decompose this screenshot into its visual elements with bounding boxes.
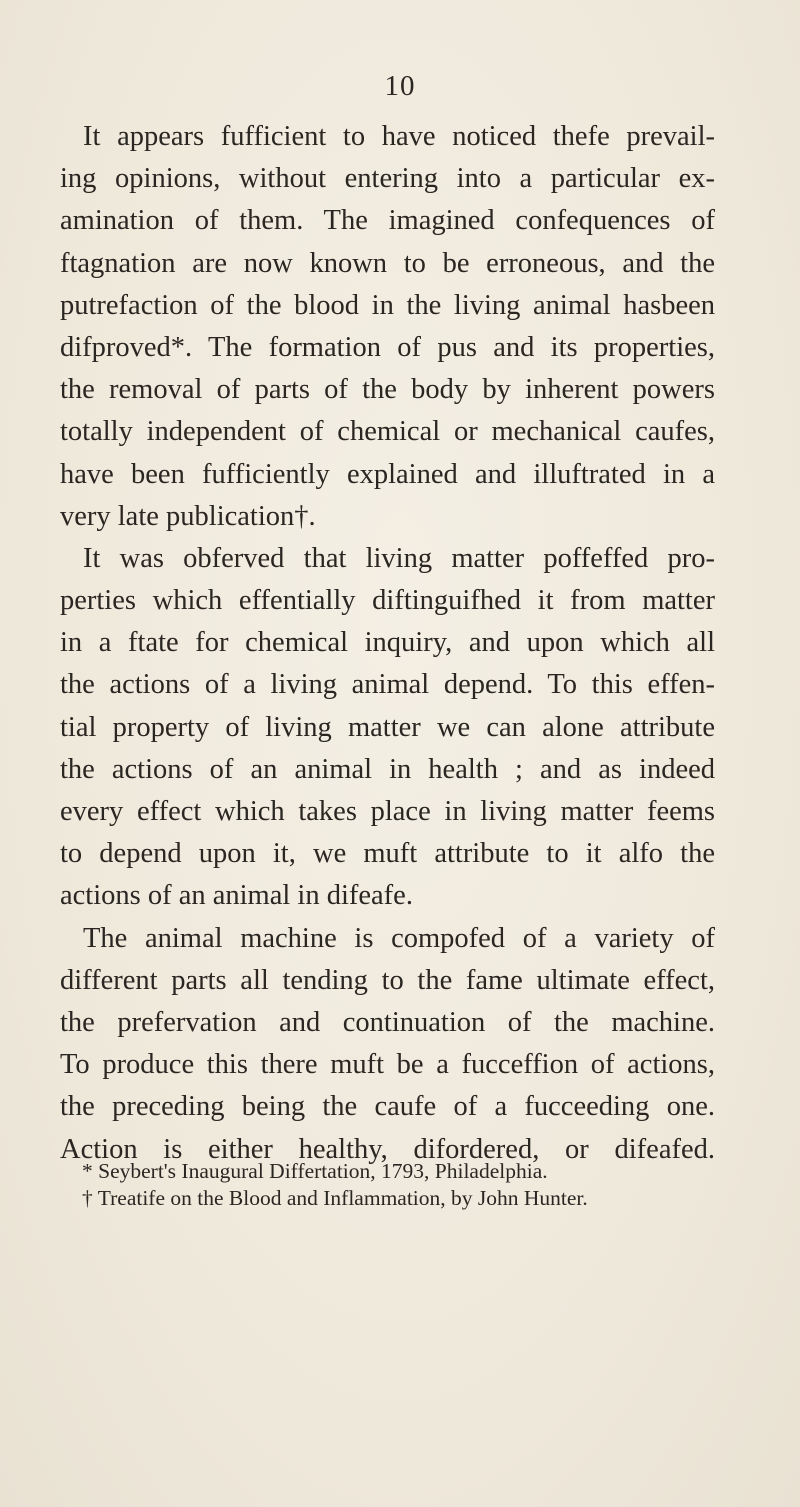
text-line: ftagnation are now known to be erroneous, and the bbox=[60, 247, 715, 279]
text-line: tial property of living matter we can alone attribute bbox=[60, 711, 715, 743]
text-line: It appears fufficient to have noticed thefe prevail- bbox=[83, 121, 715, 152]
text-line: totally independent of chemical or mechanical caufes, bbox=[60, 416, 715, 448]
text-line: To produce this there muft be a fucceffion of actions, bbox=[60, 1049, 715, 1081]
page-number: 10 bbox=[384, 70, 416, 102]
footnote: * Seybert's Inaugural Differtation, 1793, Philadelphia. bbox=[82, 1159, 548, 1183]
text-line: every effect which takes place in living matter feems bbox=[60, 796, 715, 827]
text-line: putrefaction of the blood in the living animal hasbeen bbox=[60, 289, 715, 321]
footnotes bbox=[60, 1158, 715, 1212]
text-line: have been fufficiently explained and illuftrated in a bbox=[60, 458, 715, 490]
text-line: in a ftate for chemical inquiry, and upon which all bbox=[60, 627, 715, 659]
text-line: the preceding being the caufe of a fucceeding one. bbox=[60, 1091, 715, 1123]
text-line: the actions of an animal in health ; and as indeed bbox=[60, 753, 715, 785]
text-line: different parts all tending to the fame ultimate effect, bbox=[60, 964, 715, 996]
text-line: actions of an animal in difeafe. bbox=[60, 880, 413, 912]
paragraph bbox=[60, 116, 715, 538]
paragraph bbox=[60, 918, 715, 1171]
text-line: Action is either healthy, difordered, or difeafed. bbox=[60, 1133, 715, 1165]
text-line: The animal machine is compofed of a variety of bbox=[83, 922, 715, 954]
text-line: the removal of parts of the body by inherent powers bbox=[60, 374, 715, 406]
text-line: amination of them. The imagined confequences of bbox=[60, 205, 715, 237]
paragraph bbox=[60, 538, 715, 918]
text-line: perties which effentially diftinguifhed it from matter bbox=[60, 585, 715, 617]
footnote: † Treatife on the Blood and Inflammation, by John Hunter. bbox=[82, 1186, 588, 1210]
text-line: very late publication†. bbox=[60, 500, 316, 532]
text-line: the actions of a living animal depend. To this effen- bbox=[60, 669, 715, 701]
text-line: to depend upon it, we muft attribute to it alfo the bbox=[60, 838, 715, 870]
text-line: the prefervation and continuation of the machine. bbox=[60, 1006, 715, 1038]
body-text bbox=[60, 116, 715, 1171]
text-line: difproved*. The formation of pus and its properties, bbox=[60, 331, 715, 363]
text-line: ing opinions, without entering into a particular ex- bbox=[60, 163, 715, 195]
text-line: It was obferved that living matter poffeffed pro- bbox=[83, 542, 715, 574]
